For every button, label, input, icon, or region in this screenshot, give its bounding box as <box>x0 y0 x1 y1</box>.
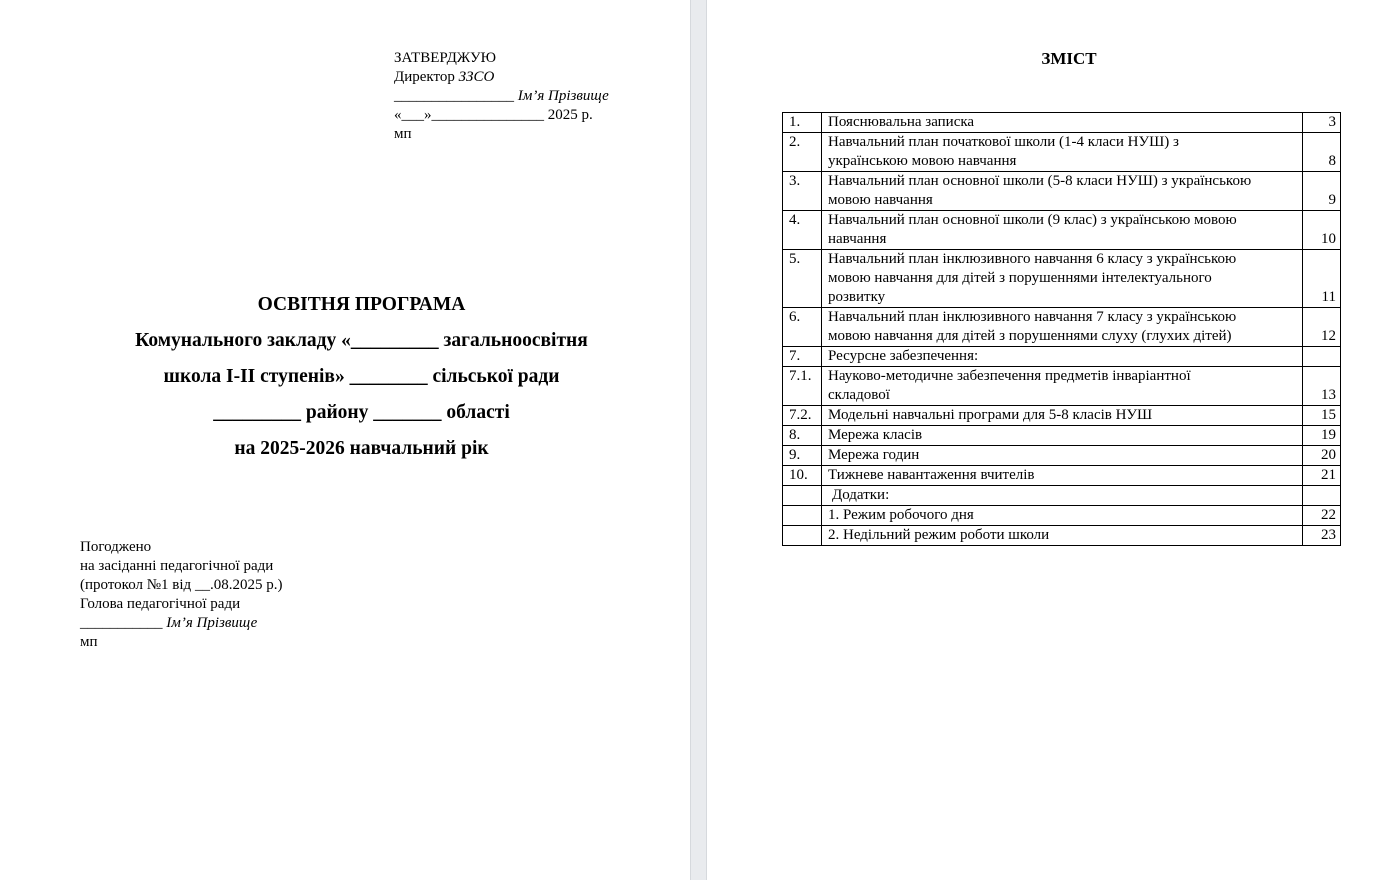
toc-row-number: 8. <box>783 426 822 446</box>
toc-row-text <box>822 172 1303 211</box>
toc-row-page: 19 <box>1303 426 1341 446</box>
toc-row <box>783 406 1341 426</box>
toc-row-text <box>822 406 1303 426</box>
toc-appendix-header-row <box>783 486 1341 506</box>
toc-appendix-text <box>822 526 1303 546</box>
toc-row-page: 22 <box>1303 506 1341 526</box>
toc-row-text-line: розвитку <box>828 289 886 305</box>
approval-heading: ЗАТВЕРДЖУЮ <box>394 50 497 66</box>
toc-row-text-line: Навчальний план інклюзивного навчання 6 класу з українською <box>828 251 1237 267</box>
toc-row-text-line: Мережа класів <box>828 427 923 443</box>
toc-appendix-label: Додатки: <box>832 487 890 503</box>
toc-row-text-line: Навчальний план основної школи (9 клас) з українською мовою <box>828 212 1237 228</box>
toc-appendix-item: 1. Режим робочого дня <box>828 507 974 523</box>
toc-row-number: 5. <box>783 250 822 308</box>
page-gutter <box>690 0 707 880</box>
toc-row <box>783 133 1341 172</box>
director-org: ЗЗСО <box>458 69 495 85</box>
toc-row-number: 7. <box>783 347 822 367</box>
agreement-line-4: Голова педагогічної ради <box>80 596 241 612</box>
toc-row-text-line: мовою навчання для дітей з порушеннями слуху (глухих дітей) <box>828 328 1232 344</box>
toc-row <box>783 466 1341 486</box>
toc-row-page: 3 <box>1303 113 1341 133</box>
toc-row-page: 8 <box>1303 133 1341 172</box>
title-line-2: Комунального закладу «_________ загальноосвітня <box>135 330 588 351</box>
agreement-signature <box>80 614 282 633</box>
toc-row-page: 10 <box>1303 211 1341 250</box>
toc-appendix-text <box>822 506 1303 526</box>
toc-row-text <box>822 347 1303 367</box>
toc-row-number <box>783 506 822 526</box>
toc-row-number: 9. <box>783 446 822 466</box>
title-line-1: ОСВІТНЯ ПРОГРАМА <box>257 294 466 315</box>
agreement-signature-blank: ___________ <box>80 615 163 631</box>
toc-row-number: 6. <box>783 308 822 347</box>
approval-block <box>394 49 609 144</box>
toc-row-text <box>822 211 1303 250</box>
agreement-seal: мп <box>80 634 98 650</box>
toc-row-page: 11 <box>1303 250 1341 308</box>
toc-row-number: 7.1. <box>783 367 822 406</box>
toc-appendix-item: 2. Недільний режим роботи школи <box>828 527 1050 543</box>
toc-row-number: 1. <box>783 113 822 133</box>
toc-row-text <box>822 308 1303 347</box>
toc-row <box>783 347 1341 367</box>
toc-row-text-line: Навчальний план інклюзивного навчання 7 класу з українською <box>828 309 1237 325</box>
toc-row-text <box>822 446 1303 466</box>
toc-appendix-row <box>783 506 1341 526</box>
agreement-line-3: (протокол №1 від __.08.2025 р.) <box>80 577 283 593</box>
toc-row-text-line: Модельні навчальні програми для 5-8 класів НУШ <box>828 407 1153 423</box>
toc-row-text-line: Навчальний план основної школи (5-8 класи НУШ) з українською <box>828 173 1252 189</box>
toc-row-text-line: Мережа годин <box>828 447 920 463</box>
title-line-3: школа І-ІІ ступенів» ________ сільської ради <box>163 366 560 387</box>
toc-row-text-line: Ресурсне забезпечення: <box>828 348 979 364</box>
toc-row-text-line: складової <box>828 387 890 403</box>
toc-row <box>783 446 1341 466</box>
toc-row-text-line: Навчальний план початкової школи (1-4 класи НУШ) з <box>828 134 1179 150</box>
toc-row-number: 7.2. <box>783 406 822 426</box>
toc-row-text <box>822 466 1303 486</box>
agreement-block <box>80 538 282 652</box>
document-title <box>60 287 663 467</box>
toc-row-number <box>783 526 822 546</box>
toc-row <box>783 308 1341 347</box>
toc-row <box>783 426 1341 446</box>
title-line-5: на 2025-2026 навчальний рік <box>234 438 489 459</box>
approval-seal: мп <box>394 126 412 142</box>
toc-row-text-line: мовою навчання для дітей з порушеннями інтелектуального <box>828 270 1212 286</box>
toc-row <box>783 250 1341 308</box>
toc-appendix-row <box>783 526 1341 546</box>
toc-row-page: 15 <box>1303 406 1341 426</box>
agreement-line-1: Погоджено <box>80 539 152 555</box>
toc-row <box>783 172 1341 211</box>
toc-row-page: 9 <box>1303 172 1341 211</box>
toc-row-text-line: мовою навчання <box>828 192 933 208</box>
toc-row-page <box>1303 486 1341 506</box>
toc-row-text <box>822 133 1303 172</box>
toc-row-text <box>822 367 1303 406</box>
signature-name: Ім’я Прізвище <box>517 88 609 104</box>
toc-row-number: 4. <box>783 211 822 250</box>
toc-row-page: 23 <box>1303 526 1341 546</box>
director-prefix: Директор <box>394 69 459 85</box>
toc-row-number <box>783 486 822 506</box>
toc-appendix-header <box>822 486 1303 506</box>
toc-table <box>782 112 1341 546</box>
toc-row-text-line: Пояснювальна записка <box>828 114 975 130</box>
toc-row <box>783 113 1341 133</box>
toc-row-number: 3. <box>783 172 822 211</box>
toc-row-text <box>822 113 1303 133</box>
approval-date: «___»_______________ 2025 р. <box>394 107 593 123</box>
toc-row-page: 21 <box>1303 466 1341 486</box>
toc-row <box>783 367 1341 406</box>
toc-row-page <box>1303 347 1341 367</box>
toc-row-text-line: Тижневе навантаження вчителів <box>828 467 1035 483</box>
toc-row-page: 13 <box>1303 367 1341 406</box>
toc-row-text-line: українською мовою навчання <box>828 153 1017 169</box>
approval-signature <box>394 87 609 106</box>
toc-row-text-line: Науково-методичне забезпечення предметів інваріантної <box>828 368 1191 384</box>
signature-blank: ________________ <box>394 88 514 104</box>
agreement-signature-name: Ім’я Прізвище <box>166 615 258 631</box>
agreement-line-2: на засіданні педагогічної ради <box>80 558 274 574</box>
toc-row <box>783 211 1341 250</box>
toc-row-text <box>822 426 1303 446</box>
toc-heading: ЗМІСТ <box>1041 49 1097 68</box>
toc-row-number: 2. <box>783 133 822 172</box>
toc-row-page: 20 <box>1303 446 1341 466</box>
toc-row-text <box>822 250 1303 308</box>
toc-row-page: 12 <box>1303 308 1341 347</box>
toc-row-number: 10. <box>783 466 822 486</box>
title-line-4: _________ району _______ області <box>213 402 510 423</box>
toc-row-text-line: навчання <box>828 231 887 247</box>
approval-director <box>394 68 609 87</box>
